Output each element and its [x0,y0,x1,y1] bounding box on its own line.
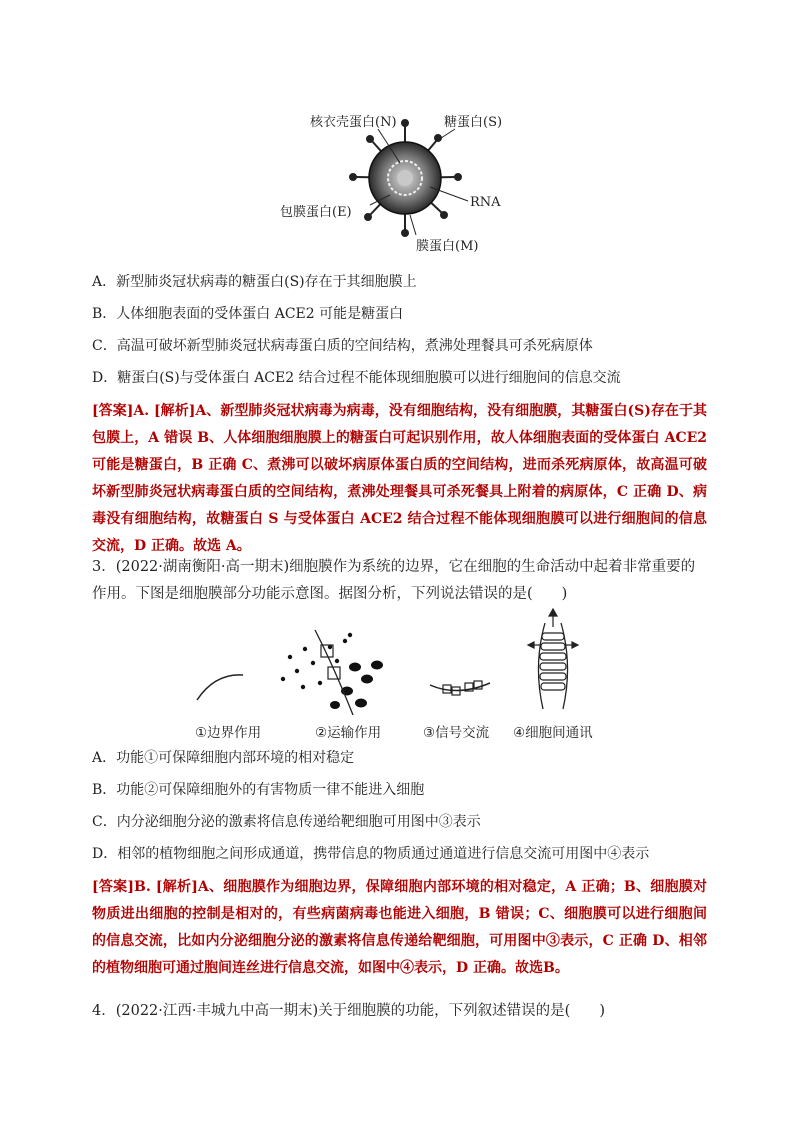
q3-answer: [答案]B. [解析]A、细胞膜作为细胞边界，保障细胞内部环境的相对稳定，A 正确；B、细胞膜对物质进出细胞的控制是相对的，有些病菌病毒也能进入细胞，B 错误；C、细胞膜可以进行细胞间的信息交流，比如内分泌细胞分泌的激素将信息传递给靶细胞，可用图中③表示，C 正确 D、相邻的植物细胞可通过胞间连丝进行信息交流，如图中④表示，D 正确。故选B。 [92,879,707,976]
q3-stem: 3．(2022·湖南衡阳·高一期末)细胞膜作为系统的边界，它在细胞的生命活动中起着非常重要的作用。下图是细胞膜部分功能示意图。据图分析，下列说法错误的是( ) [92,559,696,602]
label-membrane-protein: 膜蛋白(M) [416,239,479,254]
q3-option-a: A．功能①可保障细胞内部环境的相对稳定 [92,750,355,766]
caption-communication: ④细胞间通讯 [513,725,593,741]
virus-diagram [270,105,520,255]
q3-option-d: D．相邻的植物细胞之间形成通道，携带信息的物质通过通道进行信息交流可用图中④表示 [92,846,650,862]
q2-option-c: C．高温可破坏新型肺炎冠状病毒蛋白质的空间结构，煮沸处理餐具可杀死病原体 [92,338,593,354]
q2-option-b: B．人体细胞表面的受体蛋白 ACE2 可能是糖蛋白 [92,306,404,322]
q4-stem: 4．(2022·江西·丰城九中高一期末)关于细胞膜的功能，下列叙述错误的是( ) [92,1003,605,1019]
membrane-function-diagram [185,605,615,745]
label-rna: RNA [470,195,501,210]
q2-option-a: A．新型肺炎冠状病毒的糖蛋白(S)存在于其细胞膜上 [92,274,417,290]
q3-option-b: B．功能②可保障细胞外的有害物质一律不能进入细胞 [92,782,425,798]
label-nucleocapsid: 核衣壳蛋白(N) [310,115,397,130]
caption-signal: ③信号交流 [423,725,490,741]
label-glycoprotein: 糖蛋白(S) [444,115,503,130]
q2-option-d: D．糖蛋白(S)与受体蛋白 ACE2 结合过程不能体现细胞膜可以进行细胞间的信息交流 [92,370,621,386]
membrane-drawing [185,605,615,717]
caption-transport: ②运输作用 [315,725,382,741]
caption-boundary: ①边界作用 [195,725,262,741]
label-envelope-protein: 包膜蛋白(E) [280,205,352,220]
q2-answer: [答案]A. [解析]A、新型肺炎冠状病毒为病毒，没有细胞结构，没有细胞膜，其糖蛋白(S)存在于其包膜上，A 错误 B、人体细胞细胞膜上的糖蛋白可起识别作用，故人体细胞表面的受体蛋白 ACE2 可能是糖蛋白，B 正确 C、煮沸可以破坏病原体蛋白质的空间结构，进而杀死病原体，故高温可破坏新型肺炎冠状病毒蛋白质的空间结构，煮沸处理餐具可杀死餐具上附着的病原体，C 正确 D、病毒没有细胞结构，故糖蛋白 S 与受体蛋白 ACE2 结合过程不能体现细胞膜可以进行细胞间的信息交流，D 正确。故选 A。 [92,403,707,554]
q3-option-c: C．内分泌细胞分泌的激素将信息传递给靶细胞可用图中③表示 [92,814,481,830]
